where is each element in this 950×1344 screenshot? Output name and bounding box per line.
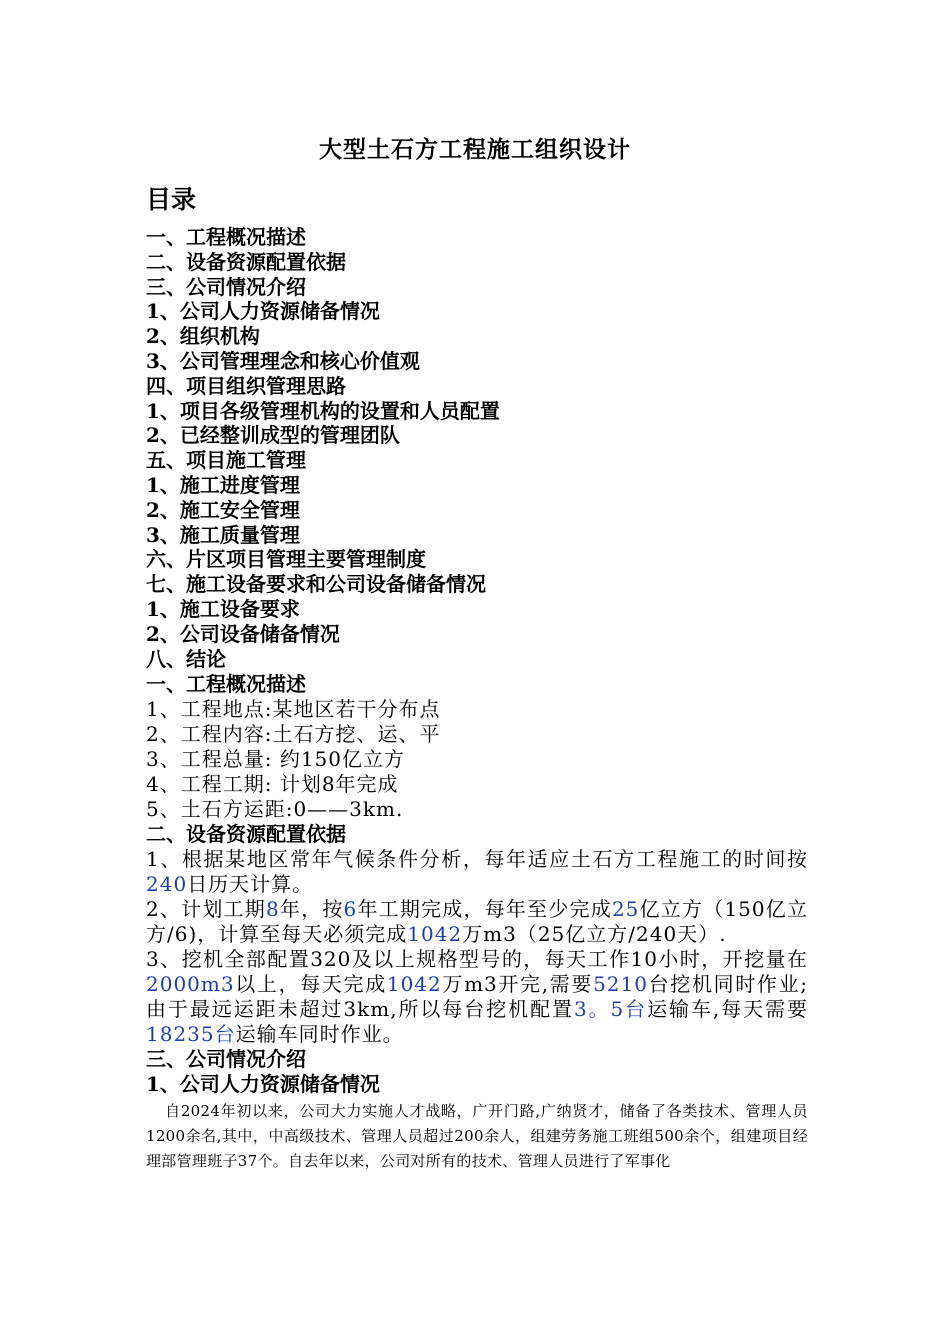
document-body xyxy=(146,672,808,1174)
toc-item: 3、施工质量管理 xyxy=(146,522,300,547)
text-run: 运输车同时作业。 xyxy=(235,1022,404,1046)
toc-item: 2、公司设备储备情况 xyxy=(146,621,340,646)
section-heading: 二、设备资源配置依据 xyxy=(146,822,346,846)
toc-item: 2、组织机构 xyxy=(146,324,260,349)
toc-item: 2、施工安全管理 xyxy=(146,497,300,522)
section-heading: 一、工程概况描述 xyxy=(146,672,306,696)
text-run: 1、根据某地区常年气候条件分析，每年适应土石方工程施工的时间按 xyxy=(146,847,808,871)
toc-item: 3、公司管理理念和核心价值观 xyxy=(146,348,420,373)
text-run: 运输车,每天需要 xyxy=(647,997,809,1021)
subsection-heading: 1、公司人力资源储备情况 xyxy=(146,1072,380,1096)
table-of-contents xyxy=(146,225,826,671)
highlight-number: 25 xyxy=(611,897,640,921)
toc-item: 二、设备资源配置依据 xyxy=(146,249,346,274)
toc-item: 四、项目组织管理思路 xyxy=(146,373,346,398)
text-run: 3、挖机全部配置320及以上规格型号的，每天工作10小时，开挖量在 xyxy=(146,947,808,971)
body-paragraph: 自2024年初以来，公司大力实施人才战略，广开门路,广纳贤才，储备了各类技术、管理人员1200余名,其中，中高级技术、管理人员超过200余人，组建劳务施工班组500余个，组建项目经理部管理班子37个。自去年以来，公司对所有的技术、管理人员进行了军事化 xyxy=(146,1102,808,1170)
text-run: 以上，每天完成 xyxy=(234,972,387,996)
overview-item: 5、土石方运距:0——3km. xyxy=(146,797,404,821)
toc-item: 七、施工设备要求和公司设备储备情况 xyxy=(146,572,486,597)
text-run: 万m3（25亿立方/240天）. xyxy=(462,922,727,946)
text-run: 年，按 xyxy=(279,897,344,921)
toc-item: 三、公司情况介绍 xyxy=(146,274,306,299)
toc-item: 五、项目施工管理 xyxy=(146,448,306,473)
page-title: 大型土石方工程施工组织设计 xyxy=(319,136,631,163)
text-run: 日历天计算。 xyxy=(187,872,314,896)
highlight-number: 18235台 xyxy=(146,1022,236,1046)
text-run: 年工期完成，每年至少完成 xyxy=(357,897,612,921)
highlight-number: 2000m3 xyxy=(146,972,235,996)
toc-item: 1、施工进度管理 xyxy=(146,472,300,497)
toc-item: 1、项目各级管理机构的设置和人员配置 xyxy=(146,398,500,423)
toc-item: 1、施工设备要求 xyxy=(146,596,300,621)
overview-item: 1、工程地点:某地区若干分布点 xyxy=(146,697,441,721)
highlight-number: 1042 xyxy=(407,922,463,946)
text-run: 万m3开完,需要 xyxy=(441,972,594,996)
toc-item: 1、公司人力资源储备情况 xyxy=(146,299,380,324)
toc-item: 八、结论 xyxy=(146,646,226,671)
highlight-number: 3。5台 xyxy=(573,997,648,1021)
basis-paragraph xyxy=(146,847,808,897)
toc-heading: 目录 xyxy=(146,185,197,214)
text-run: 台挖机同时作业;由于最远运距未超过3km,所以每台挖机配置 xyxy=(146,972,808,1021)
toc-item: 六、片区项目管理主要管理制度 xyxy=(146,547,426,572)
basis-paragraph xyxy=(146,947,808,1047)
toc-item: 2、已经整训成型的管理团队 xyxy=(146,423,400,448)
overview-item: 4、工程工期: 计划8年完成 xyxy=(146,772,399,796)
highlight-number: 6 xyxy=(343,897,358,921)
highlight-number: 240 xyxy=(146,872,188,896)
overview-item: 3、工程总量: 约150亿立方 xyxy=(146,747,405,771)
text-run: 亿立方（150亿立方/6)，计算至每天必须完成 xyxy=(146,897,809,946)
overview-item: 2、工程内容:土石方挖、运、平 xyxy=(146,722,441,746)
text-run: 2、计划工期 xyxy=(146,897,266,921)
highlight-number: 5210 xyxy=(593,972,648,996)
toc-item: 一、工程概况描述 xyxy=(146,225,306,249)
basis-paragraph xyxy=(146,897,808,947)
highlight-number: 8 xyxy=(265,897,280,921)
section-heading: 三、公司情况介绍 xyxy=(146,1047,306,1071)
highlight-number: 1042 xyxy=(386,972,442,996)
